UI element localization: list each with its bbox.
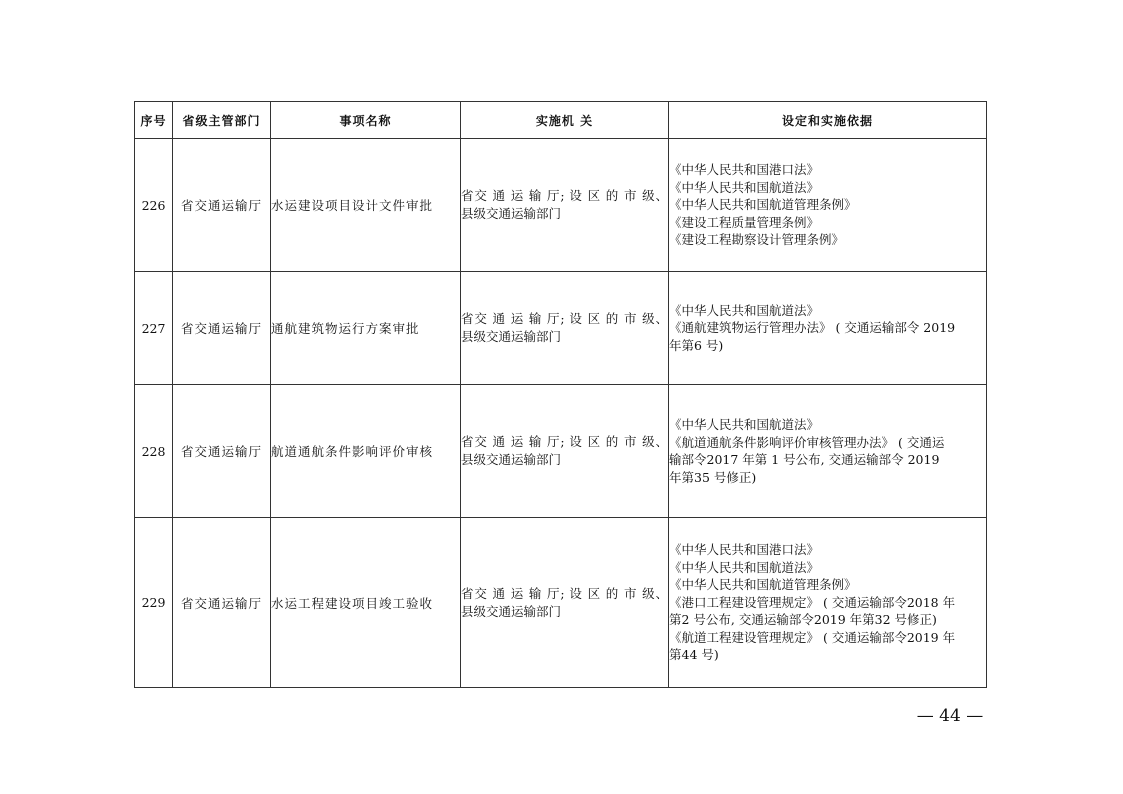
row-legal-basis	[669, 518, 987, 688]
row-legal-basis	[669, 272, 987, 385]
row-agency	[461, 518, 669, 688]
basis-line: 《中华人民共和国港口法》	[669, 542, 820, 558]
page-number: — 44 —	[916, 706, 984, 726]
basis-line: 《建设工程质量管理条例》	[669, 214, 820, 230]
basis-line: 《航道工程建设管理规定》 ( 交通运输部令2019 年	[669, 629, 956, 645]
agency-line: 县级交通运输部门	[461, 329, 562, 344]
agency-line: 省交 通 运 输 厅; 设 区 的 市 级、	[461, 311, 668, 326]
row-number: 229	[135, 518, 173, 688]
basis-line: 《中华人民共和国航道法》	[669, 417, 820, 432]
approval-items-table	[134, 101, 987, 688]
row-item-name: 航道通航条件影响评价审核	[271, 385, 461, 518]
header-item-name: 事项名称	[271, 102, 461, 139]
row-number: 227	[135, 272, 173, 385]
basis-line: 《通航建筑物运行管理办法》 ( 交通运输部令 2019	[669, 320, 956, 336]
header-serial-number: 序号	[135, 102, 173, 139]
table-row	[135, 385, 987, 518]
agency-line: 县级交通运输部门	[461, 206, 562, 221]
header-legal-basis: 设定和实施依据	[669, 102, 987, 139]
basis-line: 《航道通航条件影响评价审核管理办法》 ( 交通运	[669, 434, 945, 450]
row-item-name: 水运建设项目设计文件审批	[271, 139, 461, 272]
agency-line: 县级交通运输部门	[461, 603, 562, 619]
basis-line: 《中华人民共和国航道法》	[669, 179, 820, 195]
header-department: 省级主管部门	[173, 102, 271, 139]
basis-line: 年第35 号修正)	[669, 469, 757, 485]
row-department: 省交通运输厅	[173, 518, 271, 688]
row-department: 省交通运输厅	[173, 272, 271, 385]
basis-line: 第2 号公布, 交通运输部令2019 年第32 号修正)	[669, 612, 937, 628]
row-department: 省交通运输厅	[173, 385, 271, 518]
row-agency	[461, 272, 669, 385]
table-row	[135, 518, 987, 688]
row-item-name: 通航建筑物运行方案审批	[271, 272, 461, 385]
row-number: 228	[135, 385, 173, 518]
basis-line: 第44 号)	[669, 647, 719, 663]
basis-line: 《中华人民共和国港口法》	[669, 162, 820, 178]
row-legal-basis	[669, 139, 987, 272]
table-row	[135, 272, 987, 385]
basis-line: 《港口工程建设管理规定》 ( 交通运输部令2018 年	[669, 594, 956, 610]
agency-line: 省交 通 运 输 厅; 设 区 的 市 级、	[461, 188, 668, 203]
row-number: 226	[135, 139, 173, 272]
table-row	[135, 139, 987, 272]
row-legal-basis	[669, 385, 987, 518]
agency-line: 省交 通 运 输 厅; 设 区 的 市 级、	[461, 585, 668, 601]
basis-line: 《中华人民共和国航道管理条例》	[669, 577, 857, 593]
basis-line: 《中华人民共和国航道法》	[669, 559, 820, 575]
basis-line: 输部令2017 年第 1 号公布, 交通运输部令 2019	[669, 452, 940, 467]
table-header-row	[135, 102, 987, 139]
row-item-name: 水运工程建设项目竣工验收	[271, 518, 461, 688]
row-agency	[461, 139, 669, 272]
basis-line: 《建设工程勘察设计管理条例》	[669, 232, 845, 248]
basis-line: 《中华人民共和国航道管理条例》	[669, 197, 857, 213]
basis-line: 《中华人民共和国航道法》	[669, 302, 820, 318]
row-agency	[461, 385, 669, 518]
header-agency: 实施机 关	[461, 102, 669, 139]
row-department: 省交通运输厅	[173, 139, 271, 272]
basis-line: 年第6 号)	[669, 337, 724, 353]
agency-line: 县级交通运输部门	[461, 452, 562, 467]
agency-line: 省交 通 运 输 厅; 设 区 的 市 级、	[461, 434, 668, 449]
